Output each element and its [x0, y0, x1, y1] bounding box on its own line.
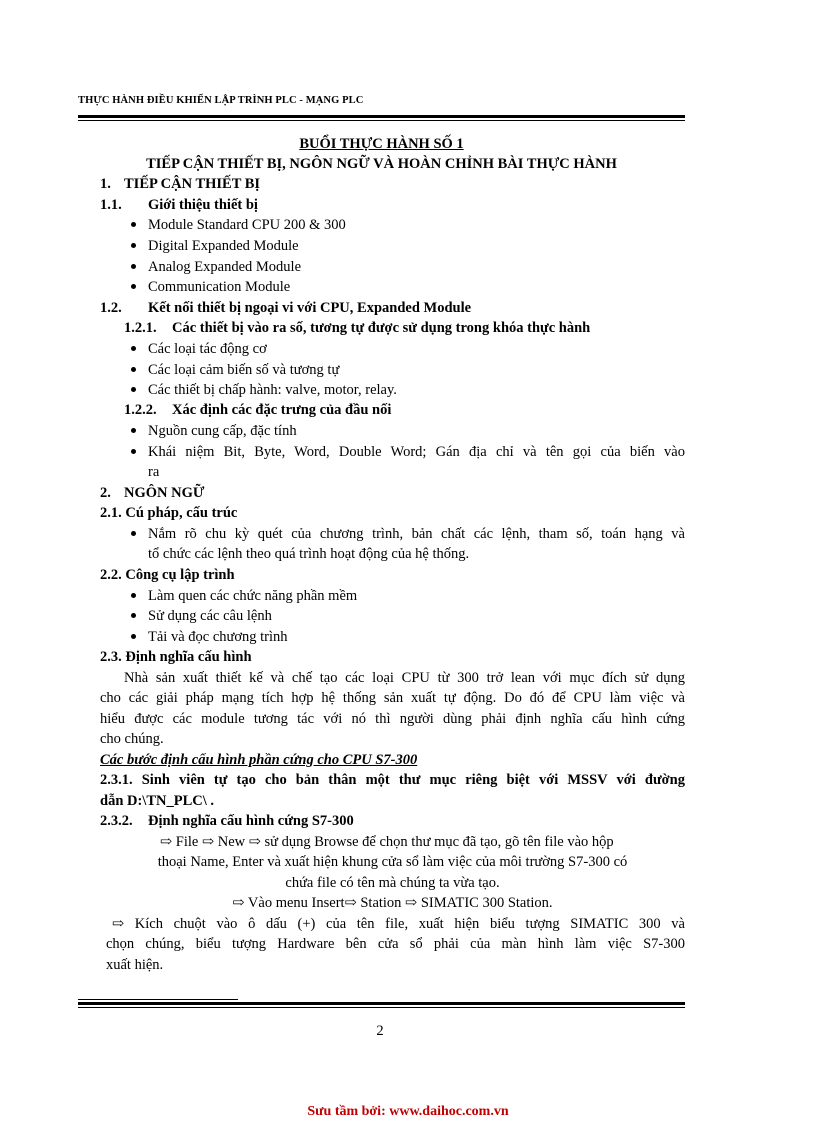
- section-2-number: 2.: [100, 485, 111, 501]
- footer-rule-thick: [78, 1002, 685, 1005]
- source-credit: [0, 1104, 816, 1120]
- footer-rule-thin: [78, 1007, 685, 1008]
- paragraph-line: cho các giải pháp mạng tích hợp hệ thống sản xuất tự động. Do đó để CPU làm việc và: [100, 690, 685, 706]
- section-2-1-title: 2.1. Cú pháp, cấu trúc: [100, 505, 238, 521]
- footer-rule-short: [78, 999, 238, 1000]
- list-item: Analog Expanded Module: [148, 259, 302, 275]
- list-item: Digital Expanded Module: [148, 238, 299, 254]
- section-2-title: NGÔN NGỮ: [124, 485, 205, 501]
- section-1-title: TIẾP CẬN THIẾT BỊ: [124, 176, 261, 192]
- section-1-2-2-title: Xác định các đặc trưng của đầu nối: [172, 402, 392, 418]
- running-header: THỰC HÀNH ĐIỀU KHIỂN LẬP TRÌNH PLC - MẠNG PLC: [78, 95, 364, 106]
- bullet-icon: [131, 284, 136, 289]
- section-1-number: 1.: [100, 176, 111, 192]
- bullet-icon: [131, 634, 136, 639]
- section-2-2-title: 2.2. Công cụ lập trình: [100, 567, 235, 583]
- source-label: Sưu tầm bởi:: [307, 1104, 390, 1119]
- list-item: Tải và đọc chương trình: [148, 629, 288, 645]
- bullet-icon: [131, 531, 136, 536]
- bullet-icon: [131, 222, 136, 227]
- list-item: Các thiết bị chấp hành: valve, motor, relay.: [148, 382, 397, 398]
- bullet-icon: [131, 387, 136, 392]
- step-line: ⇨ File ⇨ New ⇨ sử dụng Browse để chọn thư mục đã tạo, gõ tên file vào hộp: [160, 834, 614, 850]
- section-2-3-2-title: Định nghĩa cấu hình cứng S7-300: [148, 813, 354, 829]
- bullet-icon: [131, 264, 136, 269]
- paragraph-line: hiểu được các module tương tác với nó thì người dùng phải định nghĩa cấu hình cứng: [100, 711, 685, 727]
- steps-heading: Các bước định cấu hình phần cứng cho CPU S7-300: [100, 752, 418, 768]
- bullet-icon: [131, 346, 136, 351]
- session-title: BUỔI THỰC HÀNH SỐ 1: [299, 136, 464, 152]
- list-item: Các loại tác động cơ: [148, 341, 267, 357]
- list-item: Nắm rõ chu kỳ quét của chương trình, bản chất các lệnh, tham số, toán hạng và: [148, 526, 685, 542]
- section-1-2-number: 1.2.: [100, 300, 122, 316]
- step-line: ⇨ Vào menu Insert⇨ Station ⇨ SIMATIC 300 Station.: [232, 895, 553, 911]
- step-line: xuất hiện.: [106, 957, 164, 973]
- section-2-3-2-number: 2.3.2.: [100, 813, 133, 829]
- bullet-icon: [131, 367, 136, 372]
- step-2-3-1-line: 2.3.1. Sinh viên tự tạo cho bản thân một thư mục riêng biệt với MSSV với đường: [100, 772, 685, 788]
- list-item: Sử dụng các câu lệnh: [148, 608, 272, 624]
- section-1-2-1-title: Các thiết bị vào ra số, tương tự được sử dụng trong khóa thực hành: [172, 320, 591, 336]
- section-1-1-number: 1.1.: [100, 197, 122, 213]
- page-number: 2: [376, 1023, 384, 1039]
- list-item: Các loại cảm biến số và tương tự: [148, 362, 340, 378]
- section-1-2-2-number: 1.2.2.: [124, 402, 157, 418]
- list-item: Module Standard CPU 200 & 300: [148, 217, 346, 233]
- header-rule-thin: [78, 120, 685, 121]
- list-item: Làm quen các chức năng phần mềm: [148, 588, 358, 604]
- step-2-3-1-line: dẫn D:\TN_PLC\ .: [100, 793, 215, 809]
- section-1-1-title: Giới thiệu thiết bị: [148, 197, 258, 213]
- step-line: ⇨ Kích chuột vào ô dấu (+) của tên file, xuất hiện biểu tượng SIMATIC 300 và: [112, 916, 685, 932]
- step-line: chọn chúng, biểu tượng Hardware bên cửa sổ phải của màn hình làm việc S7-300: [106, 936, 685, 952]
- section-2-3-title: 2.3. Định nghĩa cấu hình: [100, 649, 252, 665]
- source-link[interactable]: www.daihoc.com.vn: [389, 1104, 509, 1119]
- list-item-continuation: tổ chức các lệnh theo quá trình hoạt động của hệ thống.: [148, 546, 470, 562]
- list-item: Communication Module: [148, 279, 291, 295]
- step-line: chứa file có tên mà chúng ta vừa tạo.: [285, 875, 500, 891]
- bullet-icon: [131, 613, 136, 618]
- section-1-2-1-number: 1.2.1.: [124, 320, 157, 336]
- paragraph-line: Nhà sản xuất thiết kế và chế tạo các loại CPU từ 300 trở lean với mục đích sử dụng: [124, 670, 685, 686]
- list-item: Khái niệm Bit, Byte, Word, Double Word; Gán địa chỉ và tên gọi của biến vào: [148, 444, 685, 460]
- list-item: Nguồn cung cấp, đặc tính: [148, 423, 297, 439]
- step-line: thoại Name, Enter và xuất hiện khung cửa sổ làm việc của môi trường S7-300 có: [157, 854, 628, 870]
- bullet-icon: [131, 593, 136, 598]
- list-item-continuation: ra: [148, 464, 160, 480]
- section-1-2-title: Kết nối thiết bị ngoại vi với CPU, Expanded Module: [148, 300, 472, 316]
- paragraph-line: cho chúng.: [100, 731, 164, 747]
- bullet-icon: [131, 449, 136, 454]
- main-title: TIẾP CẬN THIẾT BỊ, NGÔN NGỮ VÀ HOÀN CHỈNH BÀI THỰC HÀNH: [146, 156, 617, 172]
- bullet-icon: [131, 428, 136, 433]
- header-rule-thick: [78, 115, 685, 118]
- bullet-icon: [131, 243, 136, 248]
